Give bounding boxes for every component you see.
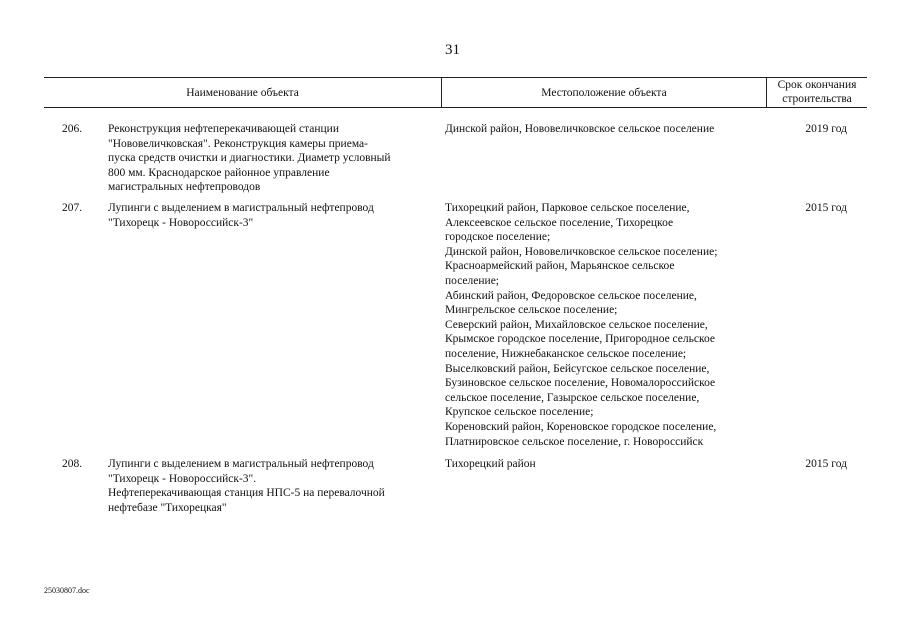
location-line: Тихорецкий район	[445, 458, 536, 470]
location-line: Динской район, Нововеличковское сельское поселение;	[445, 245, 718, 258]
location-line: Северский район, Михайловское сельское поселение,	[445, 318, 708, 331]
row-number: 207.	[62, 202, 83, 214]
name-line: нефтебазе "Тихорецкая"	[108, 501, 227, 514]
row-object-name	[108, 201, 438, 230]
name-line: Нефтеперекачивающая станция НПС-5 на перевалочной	[108, 487, 385, 500]
row-number: 208.	[62, 458, 83, 470]
row-term: 2019 год	[805, 123, 847, 135]
row-location	[445, 201, 775, 449]
location-line: поселение, Нижнебаканское сельское поселение;	[445, 347, 687, 360]
name-line: Лупинги с выделением в магистральный нефтепровод	[108, 202, 374, 214]
row-object-name	[108, 457, 438, 515]
name-line: "Тихорецк - Новороссийск-3"	[108, 216, 254, 229]
row-location	[445, 457, 775, 472]
location-line: Крымское городское поселение, Пригородное сельское	[445, 333, 715, 346]
row-term: 2015 год	[805, 458, 847, 470]
name-line: пуска средств очистки и диагностики. Диаметр условный	[108, 152, 391, 165]
row-object-name	[108, 122, 438, 195]
location-line: Красноармейский район, Марьянское сельское	[445, 260, 675, 273]
location-line: Абинский район, Федоровское сельское поселение,	[445, 289, 697, 302]
name-line: Реконструкция нефтеперекачивающей станции	[108, 123, 339, 135]
header-top-rule	[44, 77, 867, 78]
location-line: Выселковский район, Бейсугское сельское поселение,	[445, 362, 710, 375]
location-line: Кореновский район, Кореновское городское поселение,	[445, 420, 717, 433]
header-object-name: Наименование объекта	[186, 87, 299, 99]
header-term-line: Срок окончания	[777, 79, 857, 91]
location-line: Алексеевское сельское поселение, Тихорецкое	[445, 216, 674, 229]
name-line: 800 мм. Краснодарское районное управление	[108, 166, 330, 179]
location-line: Тихорецкий район, Парковое сельское поселение,	[445, 202, 690, 214]
header-term-line: строительства	[782, 93, 852, 105]
name-line: Лупинги с выделением в магистральный нефтепровод	[108, 458, 374, 470]
header-bottom-rule	[44, 107, 867, 108]
location-line: поселение;	[445, 274, 499, 287]
location-line: городское поселение;	[445, 231, 551, 244]
name-line: "Нововеличковская". Реконструкция камеры приема-	[108, 137, 368, 150]
location-line: Бузиновское сельское поселение, Новомалороссийское	[445, 377, 716, 390]
row-location	[445, 122, 775, 137]
row-number: 206.	[62, 123, 83, 135]
location-line: Крупское сельское поселение;	[445, 406, 594, 419]
header-object-location: Местоположение объекта	[541, 87, 667, 99]
location-line: сельское поселение, Газырское сельское поселение,	[445, 391, 700, 404]
location-line: Мингрельское сельское поселение;	[445, 304, 618, 317]
name-line: "Тихорецк - Новороссийск-3".	[108, 472, 257, 485]
footer-file-name: 25030807.doc	[44, 586, 90, 595]
name-line: магистральных нефтепроводов	[108, 181, 261, 194]
row-term: 2015 год	[805, 202, 847, 214]
header-completion-term	[767, 78, 867, 106]
page-number: 31	[445, 42, 460, 58]
location-line: Платнировское сельское поселение, г. Новороссийск	[445, 435, 704, 448]
location-line: Динской район, Нововеличковское сельское поселение	[445, 123, 715, 135]
